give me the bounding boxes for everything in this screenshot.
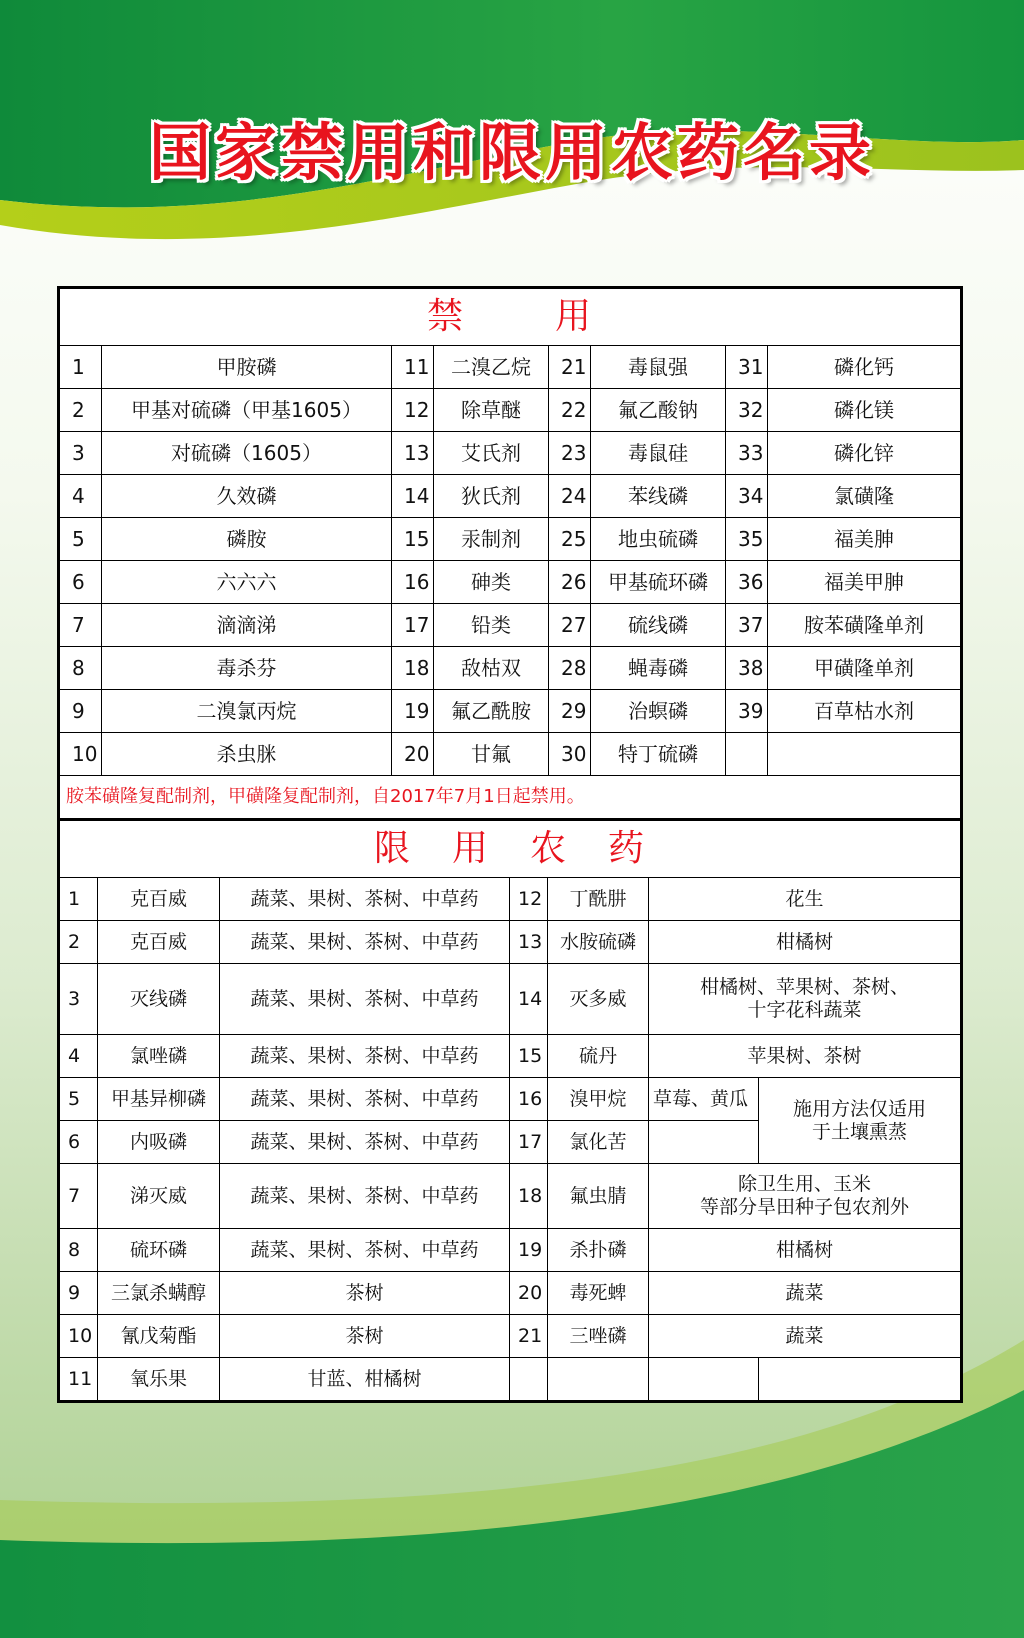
banned-pesticide-name [768, 733, 961, 776]
restricted-number: 7 [60, 1164, 98, 1229]
banned-pesticide-name: 甘氟 [434, 733, 549, 776]
banned-number: 7 [60, 604, 102, 647]
table-row [60, 1164, 961, 1229]
banned-number: 17 [392, 604, 434, 647]
banned-pesticide-name: 苯线磷 [591, 475, 726, 518]
restricted-pesticide-name: 溴甲烷 [548, 1078, 649, 1121]
restricted-number: 8 [60, 1229, 98, 1272]
banned-table [59, 288, 961, 819]
banned-number: 24 [549, 475, 591, 518]
banned-number: 28 [549, 647, 591, 690]
restricted-crop: 蔬菜、果树、茶树、中草药 [220, 1035, 510, 1078]
banned-number: 1 [60, 346, 102, 389]
restricted-section-header: 限 用 农 药 [60, 820, 961, 878]
banned-pesticide-name: 甲基硫环磷 [591, 561, 726, 604]
restricted-pesticide-name: 三氯杀螨醇 [98, 1272, 220, 1315]
banned-pesticide-name: 二溴氯丙烷 [102, 690, 392, 733]
banned-number: 22 [549, 389, 591, 432]
table-row [60, 1078, 961, 1121]
banned-pesticide-name: 滴滴涕 [102, 604, 392, 647]
banned-pesticide-name: 敌枯双 [434, 647, 549, 690]
restricted-number: 13 [510, 921, 548, 964]
table-row [60, 518, 961, 561]
banned-number: 10 [60, 733, 102, 776]
banned-pesticide-name: 艾氏剂 [434, 432, 549, 475]
restricted-crop: 蔬菜、果树、茶树、中草药 [220, 964, 510, 1035]
restricted-crop: 茶树 [220, 1315, 510, 1358]
banned-pesticide-name: 六六六 [102, 561, 392, 604]
restricted-number: 2 [60, 921, 98, 964]
banned-number: 21 [549, 346, 591, 389]
restricted-crop [649, 1121, 759, 1164]
banned-pesticide-name: 磷胺 [102, 518, 392, 561]
banned-pesticide-name: 磷化镁 [768, 389, 961, 432]
table-row [60, 346, 961, 389]
restricted-crop: 蔬菜、果树、茶树、中草药 [220, 921, 510, 964]
restricted-pesticide-name: 内吸磷 [98, 1121, 220, 1164]
banned-number: 12 [392, 389, 434, 432]
banned-pesticide-name: 磷化钙 [768, 346, 961, 389]
banned-pesticide-name: 特丁硫磷 [591, 733, 726, 776]
restricted-number: 4 [60, 1035, 98, 1078]
banned-notice-row [60, 776, 961, 819]
table-row [60, 1035, 961, 1078]
banned-pesticide-name: 蝇毒磷 [591, 647, 726, 690]
table-row [60, 690, 961, 733]
banned-number: 37 [726, 604, 768, 647]
banned-number: 35 [726, 518, 768, 561]
banned-number: 6 [60, 561, 102, 604]
banned-number: 19 [392, 690, 434, 733]
banned-pesticide-name: 福美胂 [768, 518, 961, 561]
banned-pesticide-name: 磷化锌 [768, 432, 961, 475]
banned-number: 30 [549, 733, 591, 776]
restricted-crop: 草莓、黄瓜 [649, 1078, 759, 1121]
fumigation-note: 施用方法仅适用 于土壤熏蒸 [759, 1078, 961, 1164]
restricted-pesticide-name: 灭多威 [548, 964, 649, 1035]
banned-pesticide-name: 二溴乙烷 [434, 346, 549, 389]
restricted-crop: 甘蓝、柑橘树 [220, 1358, 510, 1401]
banned-number: 27 [549, 604, 591, 647]
restricted-crop: 蔬菜 [649, 1272, 961, 1315]
banned-number: 15 [392, 518, 434, 561]
table-row [60, 604, 961, 647]
banned-pesticide-name: 毒杀芬 [102, 647, 392, 690]
banned-number: 13 [392, 432, 434, 475]
banned-number: 14 [392, 475, 434, 518]
banned-pesticide-name: 氟乙酰胺 [434, 690, 549, 733]
restricted-crop: 蔬菜、果树、茶树、中草药 [220, 1164, 510, 1229]
restricted-crop: 除卫生用、玉米 等部分旱田种子包农剂外 [649, 1164, 961, 1229]
restricted-number: 3 [60, 964, 98, 1035]
banned-pesticide-name: 百草枯水剂 [768, 690, 961, 733]
banned-pesticide-name: 砷类 [434, 561, 549, 604]
banned-number: 4 [60, 475, 102, 518]
restricted-number: 19 [510, 1229, 548, 1272]
banned-pesticide-name: 治螟磷 [591, 690, 726, 733]
restricted-number: 20 [510, 1272, 548, 1315]
restricted-pesticide-name: 氯化苦 [548, 1121, 649, 1164]
banned-notice: 胺苯磺隆复配制剂，甲磺隆复配制剂，自2017年7月1日起禁用。 [60, 776, 961, 819]
table-row [60, 561, 961, 604]
banned-number: 36 [726, 561, 768, 604]
restricted-number: 15 [510, 1035, 548, 1078]
table-row [60, 475, 961, 518]
banned-pesticide-name: 除草醚 [434, 389, 549, 432]
restricted-crop: 蔬菜、果树、茶树、中草药 [220, 1078, 510, 1121]
banned-number: 34 [726, 475, 768, 518]
restricted-pesticide-name: 三唑磷 [548, 1315, 649, 1358]
restricted-crop: 柑橘树 [649, 1229, 961, 1272]
banned-number [726, 733, 768, 776]
banned-number: 2 [60, 389, 102, 432]
restricted-number: 5 [60, 1078, 98, 1121]
restricted-pesticide-name: 氟虫腈 [548, 1164, 649, 1229]
restricted-pesticide-name: 毒死蜱 [548, 1272, 649, 1315]
restricted-table [59, 819, 961, 1401]
banned-pesticide-name: 杀虫脒 [102, 733, 392, 776]
restricted-pesticide-name: 硫环磷 [98, 1229, 220, 1272]
restricted-pesticide-name: 丁酰肼 [548, 878, 649, 921]
restricted-crop: 蔬菜 [649, 1315, 961, 1358]
banned-number: 5 [60, 518, 102, 561]
restricted-number: 10 [60, 1315, 98, 1358]
restricted-pesticide-name: 氧乐果 [98, 1358, 220, 1401]
banned-number: 11 [392, 346, 434, 389]
empty-cell [649, 1358, 759, 1401]
restricted-number: 11 [60, 1358, 98, 1401]
banned-number: 18 [392, 647, 434, 690]
banned-pesticide-name: 久效磷 [102, 475, 392, 518]
banned-pesticide-name: 氟乙酸钠 [591, 389, 726, 432]
table-row [60, 733, 961, 776]
restricted-number: 18 [510, 1164, 548, 1229]
banned-number: 38 [726, 647, 768, 690]
banned-pesticide-name: 甲磺隆单剂 [768, 647, 961, 690]
banned-pesticide-name: 汞制剂 [434, 518, 549, 561]
empty-cell [759, 1358, 961, 1401]
table-row [60, 964, 961, 1035]
pesticide-list-panel [57, 286, 963, 1403]
banned-number: 25 [549, 518, 591, 561]
banned-pesticide-name: 毒鼠强 [591, 346, 726, 389]
empty-cell [548, 1358, 649, 1401]
banned-pesticide-name: 狄氏剂 [434, 475, 549, 518]
banned-pesticide-name: 甲胺磷 [102, 346, 392, 389]
banned-pesticide-name: 地虫硫磷 [591, 518, 726, 561]
banned-pesticide-name: 铅类 [434, 604, 549, 647]
restricted-number: 1 [60, 878, 98, 921]
banned-number: 32 [726, 389, 768, 432]
restricted-pesticide-name: 杀扑磷 [548, 1229, 649, 1272]
restricted-crop: 花生 [649, 878, 961, 921]
restricted-pesticide-name: 氰戊菊酯 [98, 1315, 220, 1358]
restricted-number: 16 [510, 1078, 548, 1121]
restricted-crop: 蔬菜、果树、茶树、中草药 [220, 878, 510, 921]
restricted-pesticide-name: 克百威 [98, 878, 220, 921]
restricted-pesticide-name: 克百威 [98, 921, 220, 964]
restricted-number: 6 [60, 1121, 98, 1164]
banned-pesticide-name: 福美甲胂 [768, 561, 961, 604]
table-row [60, 1272, 961, 1315]
table-row [60, 878, 961, 921]
restricted-crop: 茶树 [220, 1272, 510, 1315]
banned-number: 31 [726, 346, 768, 389]
table-row [60, 1229, 961, 1272]
restricted-crop: 苹果树、茶树 [649, 1035, 961, 1078]
restricted-pesticide-name: 灭线磷 [98, 964, 220, 1035]
restricted-crop: 蔬菜、果树、茶树、中草药 [220, 1229, 510, 1272]
banned-pesticide-name: 硫线磷 [591, 604, 726, 647]
banned-number: 23 [549, 432, 591, 475]
banned-section-header: 禁 用 [60, 289, 961, 346]
empty-cell [510, 1358, 548, 1401]
restricted-pesticide-name: 涕灭威 [98, 1164, 220, 1229]
banned-pesticide-name: 对硫磷（1605） [102, 432, 392, 475]
restricted-pesticide-name: 硫丹 [548, 1035, 649, 1078]
banned-number: 3 [60, 432, 102, 475]
banned-pesticide-name: 毒鼠硅 [591, 432, 726, 475]
restricted-pesticide-name: 氯唑磷 [98, 1035, 220, 1078]
table-row [60, 1315, 961, 1358]
banned-pesticide-name: 胺苯磺隆单剂 [768, 604, 961, 647]
banned-number: 33 [726, 432, 768, 475]
restricted-number: 17 [510, 1121, 548, 1164]
banned-pesticide-name: 甲基对硫磷（甲基1605） [102, 389, 392, 432]
restricted-number: 12 [510, 878, 548, 921]
banned-number: 9 [60, 690, 102, 733]
table-row [60, 647, 961, 690]
table-row [60, 432, 961, 475]
banned-pesticide-name: 氯磺隆 [768, 475, 961, 518]
banned-number: 20 [392, 733, 434, 776]
table-row [60, 921, 961, 964]
table-row [60, 389, 961, 432]
restricted-number: 21 [510, 1315, 548, 1358]
page-title: 国家禁用和限用农药名录 [148, 116, 875, 189]
restricted-pesticide-name: 甲基异柳磷 [98, 1078, 220, 1121]
table-row [60, 1358, 961, 1401]
banned-number: 8 [60, 647, 102, 690]
restricted-crop: 蔬菜、果树、茶树、中草药 [220, 1121, 510, 1164]
restricted-crop: 柑橘树 [649, 921, 961, 964]
banned-number: 26 [549, 561, 591, 604]
banned-number: 16 [392, 561, 434, 604]
banned-number: 29 [549, 690, 591, 733]
restricted-number: 9 [60, 1272, 98, 1315]
banned-number: 39 [726, 690, 768, 733]
restricted-crop: 柑橘树、苹果树、茶树、 十字花科蔬菜 [649, 964, 961, 1035]
restricted-number: 14 [510, 964, 548, 1035]
restricted-pesticide-name: 水胺硫磷 [548, 921, 649, 964]
